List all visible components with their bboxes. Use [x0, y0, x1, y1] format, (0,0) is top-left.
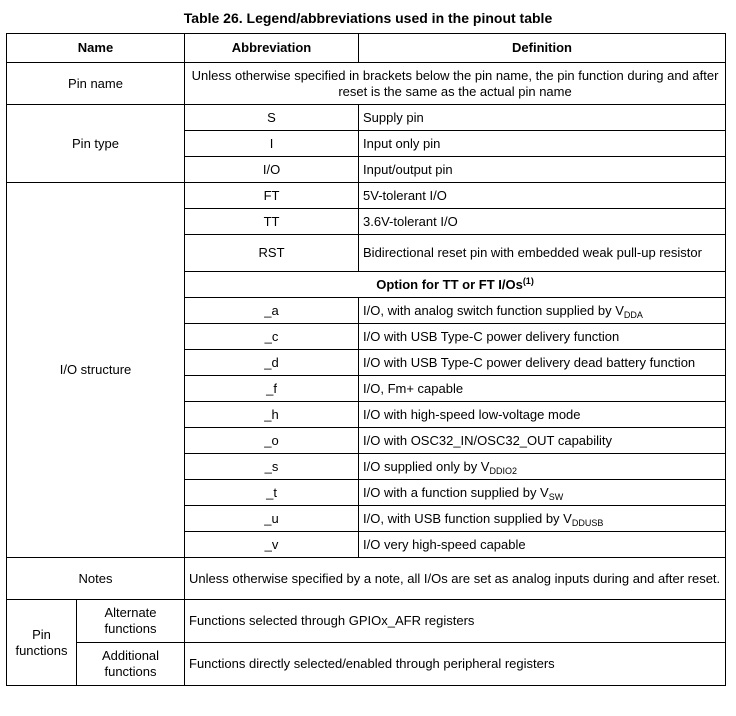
pin-functions-row	[7, 643, 726, 686]
definition-text: I/O with USB Type-C power delivery dead battery function	[363, 354, 696, 370]
definition-subscript: DDIO2	[489, 465, 517, 476]
pin-type-row	[7, 105, 726, 131]
header-name: Name	[7, 34, 185, 63]
option-heading-text: Option for TT or FT I/Os	[376, 276, 523, 292]
definition-text: Supply pin	[363, 109, 424, 125]
notes-definition: Unless otherwise specified by a note, all I/Os are set as analog inputs during and after reset.	[185, 558, 726, 600]
definition-text: I/O with OSC32_IN/OSC32_OUT capability	[363, 432, 613, 448]
abbreviation-cell: I	[185, 131, 359, 157]
definition-text: I/O, with USB function supplied by V	[363, 510, 572, 526]
definition-cell	[359, 209, 726, 235]
abbreviation-cell: _o	[185, 428, 359, 454]
pin-function-definition: Functions selected through GPIOx_AFR registers	[185, 600, 726, 643]
definition-text: I/O with USB Type-C power delivery function	[363, 328, 620, 344]
definition-text: I/O supplied only by V	[363, 458, 490, 474]
table-caption: Table 26. Legend/abbreviations used in the pinout table	[183, 10, 553, 26]
definition-cell	[359, 235, 726, 272]
definition-text: 5V-tolerant I/O	[363, 187, 447, 203]
definition-cell	[359, 454, 726, 480]
notes-label: Notes	[7, 558, 185, 600]
definition-cell	[359, 157, 726, 183]
definition-cell	[359, 324, 726, 350]
pin-name-row	[7, 63, 726, 105]
pin-function-type: Alternate functions	[77, 600, 185, 643]
definition-cell	[359, 480, 726, 506]
header-row	[7, 34, 726, 63]
definition-text: I/O, Fm+ capable	[363, 380, 464, 396]
abbreviation-cell: _d	[185, 350, 359, 376]
abbreviation-cell: _s	[185, 454, 359, 480]
definition-subscript: SW	[548, 491, 564, 502]
definition-text: I/O with high-speed low-voltage mode	[363, 406, 581, 422]
pin-function-type: Additional functions	[77, 643, 185, 686]
definition-cell	[359, 376, 726, 402]
notes-row	[7, 558, 726, 600]
io-structure-label: I/O structure	[7, 183, 185, 558]
pin-function-definition: Functions directly selected/enabled through peripheral registers	[185, 643, 726, 686]
io-structure-row	[7, 183, 726, 209]
abbreviation-cell: I/O	[185, 157, 359, 183]
pin-functions-label: Pin functions	[7, 600, 77, 686]
abbreviation-cell: _a	[185, 298, 359, 324]
definition-cell	[359, 131, 726, 157]
definition-text: Input/output pin	[363, 161, 453, 177]
header-definition: Definition	[359, 34, 726, 63]
abbreviation-cell: S	[185, 105, 359, 131]
definition-subscript: DDUSB	[571, 517, 604, 528]
option-heading	[185, 272, 726, 298]
abbreviation-cell: TT	[185, 209, 359, 235]
footnote-reference: (1)	[522, 275, 534, 286]
definition-text: I/O with a function supplied by V	[363, 484, 549, 500]
definition-cell	[359, 298, 726, 324]
header-abbreviation: Abbreviation	[185, 34, 359, 63]
definition-cell	[359, 428, 726, 454]
definition-text: Bidirectional reset pin with embedded weak pull-up resistor	[363, 245, 702, 260]
abbreviation-cell: _h	[185, 402, 359, 428]
abbreviation-cell: FT	[185, 183, 359, 209]
abbreviation-cell: _c	[185, 324, 359, 350]
definition-text: I/O very high-speed capable	[363, 536, 526, 552]
definition-cell	[359, 350, 726, 376]
definition-cell	[359, 105, 726, 131]
definition-text: I/O, with analog switch function supplied by V	[363, 302, 624, 318]
abbreviation-cell: _v	[185, 532, 359, 558]
pin-type-label: Pin type	[7, 105, 185, 183]
pinout-legend-table	[6, 33, 726, 686]
abbreviation-cell: RST	[185, 235, 359, 272]
definition-cell	[359, 402, 726, 428]
pin-name-label: Pin name	[7, 63, 185, 105]
definition-cell	[359, 532, 726, 558]
abbreviation-cell: _t	[185, 480, 359, 506]
abbreviation-cell: _u	[185, 506, 359, 532]
definition-cell	[359, 183, 726, 209]
pin-name-definition: Unless otherwise specified in brackets below the pin name, the pin function during and after reset is the same as the actual pin name	[185, 63, 726, 105]
abbreviation-cell: _f	[185, 376, 359, 402]
definition-text: 3.6V-tolerant I/O	[363, 213, 458, 229]
definition-cell	[359, 506, 726, 532]
pin-functions-row	[7, 600, 726, 643]
definition-subscript: DDA	[623, 309, 643, 320]
definition-text: Input only pin	[363, 135, 441, 151]
